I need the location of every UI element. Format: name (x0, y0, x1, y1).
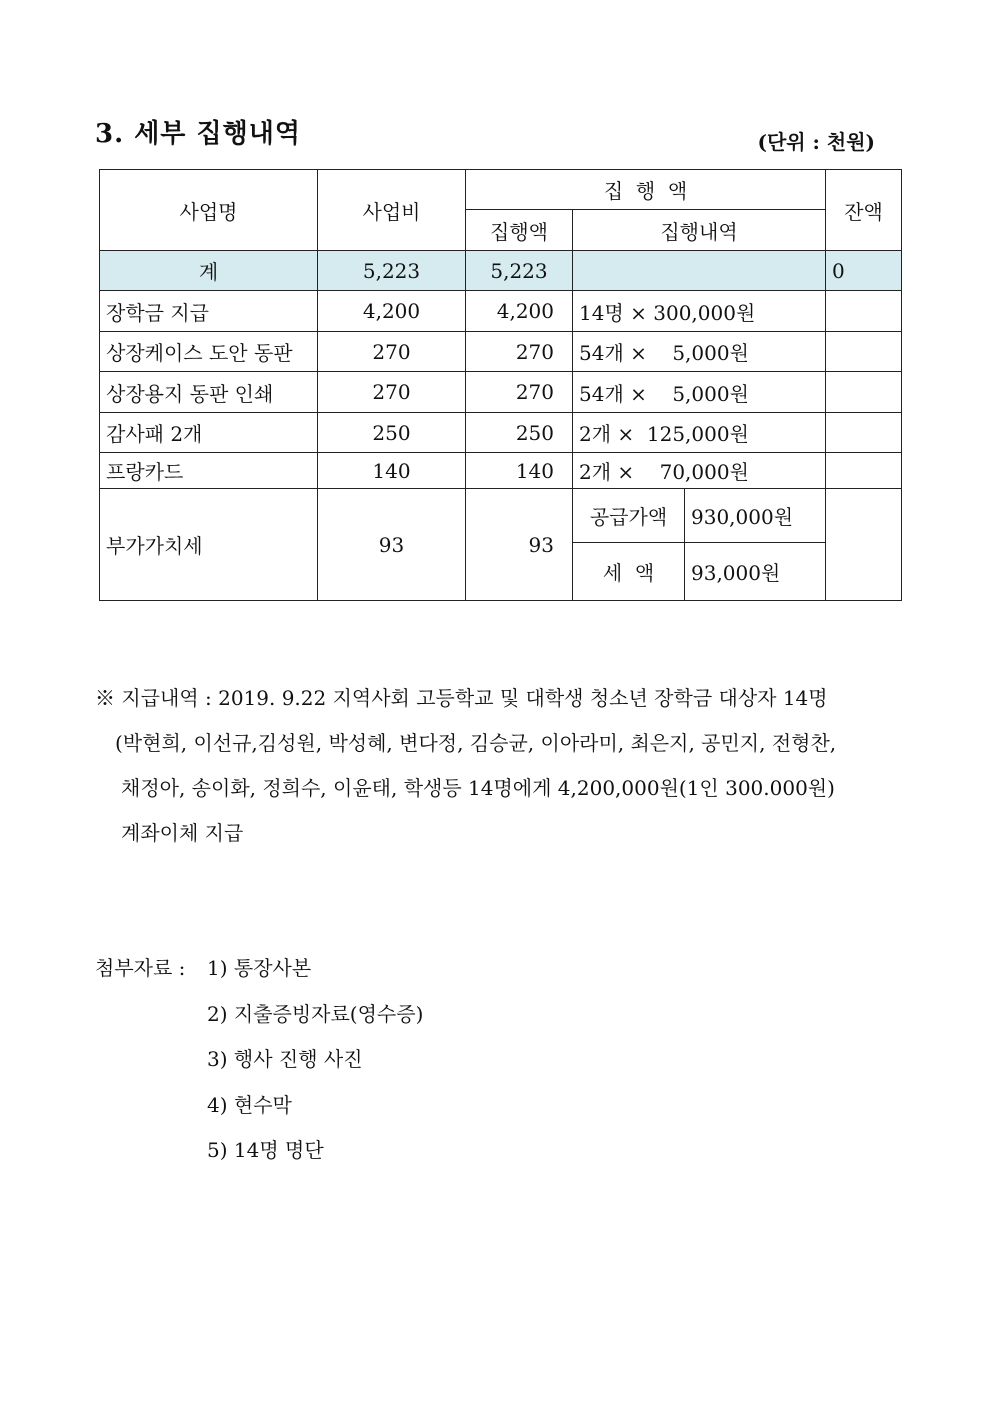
attachments-label: 첨부자료 : (95, 956, 186, 980)
note-line: 계좌이체 지급 (121, 821, 244, 845)
attachment-item: 5) 14명 명단 (207, 1138, 324, 1162)
row-budget: 140 (318, 453, 466, 489)
row-detail: 54개 × 5,000원 (573, 372, 826, 413)
vat-name: 부가가치세 (100, 489, 318, 601)
table-row (100, 372, 902, 413)
header-name: 사업명 (100, 170, 318, 251)
total-balance: 0 (826, 251, 902, 291)
unit-label: (단위 : 천원) (757, 130, 875, 154)
row-balance (826, 413, 902, 453)
total-row (100, 251, 902, 291)
header-exec-group: 집 행 액 (466, 170, 826, 210)
attachment-item: 1) 통장사본 (207, 956, 312, 980)
row-balance (826, 332, 902, 372)
row-budget: 270 (318, 332, 466, 372)
attachment-item: 3) 행사 진행 사진 (207, 1047, 363, 1071)
row-exec: 4,200 (466, 291, 573, 332)
note-line: (박현희, 이선규,김성원, 박성혜, 변다정, 김승균, 이아라미, 최은지, 공민지, 전형찬, (115, 731, 837, 755)
row-name: 상장용지 동판 인쇄 (100, 372, 318, 413)
vat-tax-label: 세 액 (573, 543, 685, 601)
payment-note (95, 676, 905, 856)
row-name: 장학금 지급 (100, 291, 318, 332)
total-budget: 5,223 (318, 251, 466, 291)
vat-supply-value: 930,000원 (685, 489, 826, 543)
vat-budget: 93 (318, 489, 466, 601)
row-exec: 250 (466, 413, 573, 453)
header-budget: 사업비 (318, 170, 466, 251)
row-balance (826, 453, 902, 489)
section-title: 3. 세부 집행내역 (95, 119, 301, 149)
row-detail: 2개 × 125,000원 (573, 413, 826, 453)
header-exec-detail: 집행내역 (573, 210, 826, 251)
table-row (100, 413, 902, 453)
row-detail: 2개 × 70,000원 (573, 453, 826, 489)
row-detail: 54개 × 5,000원 (573, 332, 826, 372)
vat-supply-label: 공급가액 (573, 489, 685, 543)
row-balance (826, 291, 902, 332)
vat-balance (826, 489, 902, 601)
row-name: 감사패 2개 (100, 413, 318, 453)
vat-row (100, 489, 902, 543)
total-name: 계 (100, 251, 318, 291)
attachment-item: 4) 현수막 (207, 1092, 292, 1117)
execution-table (99, 169, 902, 601)
vat-tax-value: 93,000원 (685, 543, 826, 601)
row-budget: 270 (318, 372, 466, 413)
row-budget: 4,200 (318, 291, 466, 332)
row-exec: 270 (466, 372, 573, 413)
total-detail (573, 251, 826, 291)
row-exec: 270 (466, 332, 573, 372)
vat-exec: 93 (466, 489, 573, 601)
row-name: 프랑카드 (100, 453, 318, 489)
row-budget: 250 (318, 413, 466, 453)
header-exec-amount: 집행액 (466, 210, 573, 251)
row-exec: 140 (466, 453, 573, 489)
header-row (100, 170, 902, 210)
row-detail: 14명 × 300,000원 (573, 291, 826, 332)
table-row (100, 291, 902, 332)
table-row (100, 453, 902, 489)
total-exec: 5,223 (466, 251, 573, 291)
note-line: ※ 지급내역 : 2019. 9.22 지역사회 고등학교 및 대학생 청소년 장학금 대상자 14명 (95, 686, 828, 710)
row-name: 상장케이스 도안 동판 (100, 332, 318, 372)
note-line: 채정아, 송이화, 정희수, 이윤태, 학생등 14명에게 4,200,000원(1인 300.000원) (121, 776, 835, 800)
table-row (100, 332, 902, 372)
row-balance (826, 372, 902, 413)
header-balance: 잔액 (826, 170, 902, 251)
attachment-item: 2) 지출증빙자료(영수증) (207, 1001, 424, 1026)
attachments (95, 946, 423, 1174)
